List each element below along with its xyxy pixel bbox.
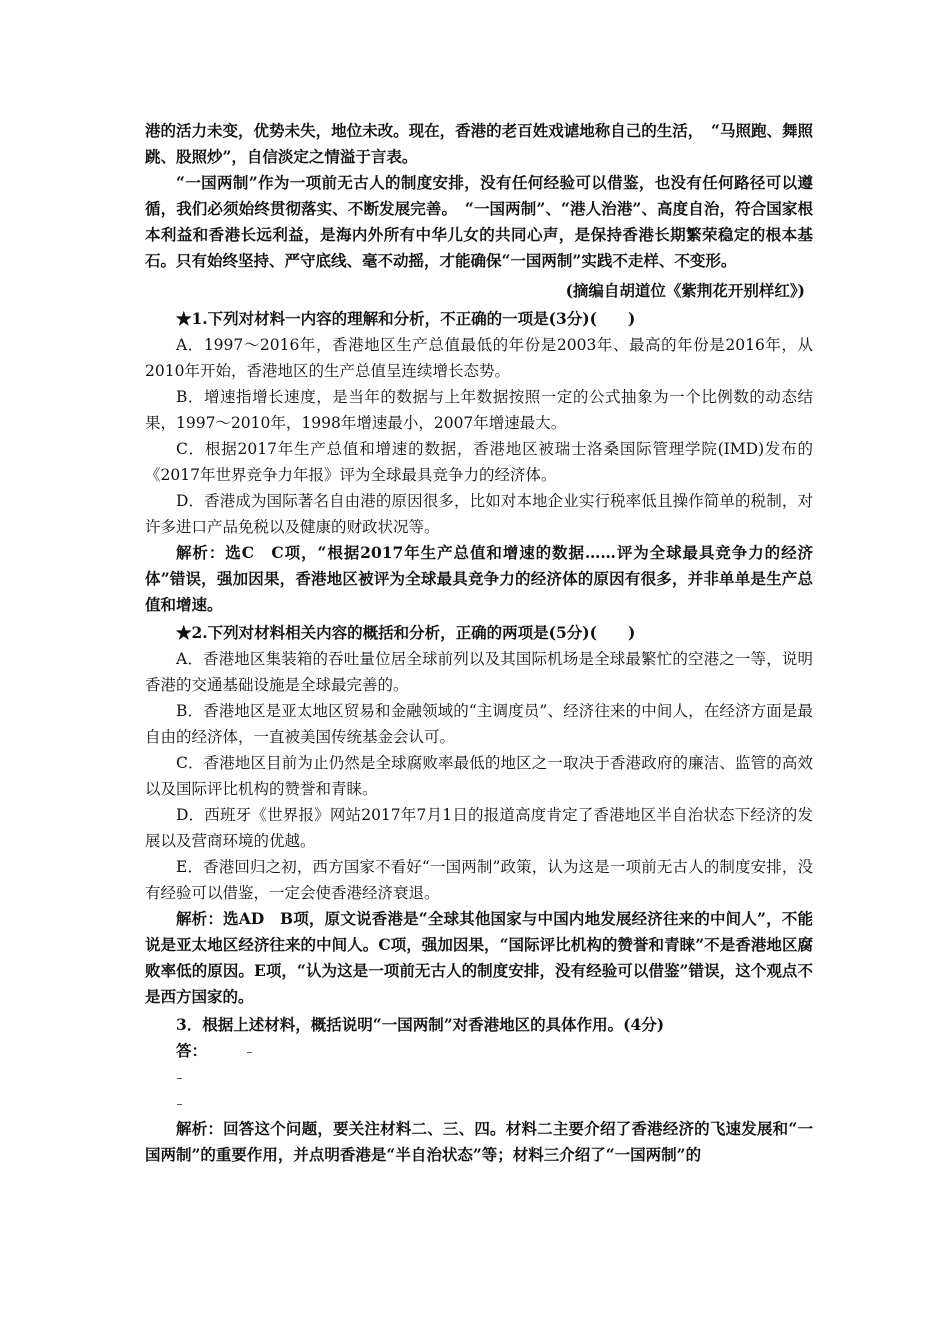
- question-2-option-d: D．西班牙《世界报》网站2017年7月1日的报道高度肯定了香港地区半自治状态下经济的发展以及营商环境的优越。: [145, 806, 813, 850]
- analysis-text: 选C C项，“根据2017年生产总值和增速的数据……评为全球最具竞争力的经济体”错误，强加因果，香港地区被评为全球最具竞争力的经济体的原因有很多，并非单单是生产总值和增速。: [145, 543, 813, 614]
- answer-blank-mark: [177, 1078, 182, 1079]
- question-1-option-a: A．1997～2016年，香港地区生产总值最低的年份是2003年、最高的年份是2016年，从2010年开始，香港地区的生产总值呈连续增长态势。: [145, 336, 813, 380]
- analysis-text: 选AD B项，原文说香港是“全球其他国家与中国内地发展经济往来的中间人”，不能说是亚太地区经济往来的中间人。C项，强加因果，“国际评比机构的赞誉和青睐”不是香港地区腐败率低的原因。E项，“认为这是一项前无古人的制度安排，没有经验可以借鉴”错误，这个观点不是西方国家的。: [145, 909, 813, 1006]
- answer-blank-mark: [177, 1104, 182, 1105]
- answer-blank: [247, 1052, 252, 1053]
- material-paragraph-2: “一国两制”作为一项前无古人的制度安排，没有任何经验可以借鉴，也没有任何路径可以遵循，我们必须始终贯彻落实、不断发展完善。 “一国两制”、“港人治港”、高度自治，符合国家根本利益和香港长远利益，是海内外所有中华儿女的共同心声，是保持香港长期繁荣稳定的根本基石。只有始终坚持、严守底线、毫不动摇，才能确保“一国两制”实践不走样、不变形。: [145, 173, 813, 270]
- question-2-option-a: A．香港地区集装箱的吞吐量位居全球前列以及其国际机场是全球最繁忙的空港之一等，说明香港的交通基础设施是全球最完善的。: [145, 650, 813, 694]
- analysis-label: 解析：: [176, 1119, 224, 1138]
- question-2-option-e: E．香港回归之初，西方国家不看好“一国两制”政策，认为这是一项前无古人的制度安排，没有经验可以借鉴，一定会使香港经济衰退。: [145, 858, 813, 902]
- answer-blank-line: [145, 1090, 813, 1116]
- document-page: [145, 118, 813, 1168]
- question-1-analysis: [145, 540, 813, 618]
- question-2-stem: ★2.下列对材料相关内容的概括和分析，正确的两项是(5分)( ): [176, 623, 636, 642]
- question-3-answer-line: [145, 1038, 813, 1064]
- question-1-option-d: D．香港成为国际著名自由港的原因很多，比如对本地企业实行税率低且操作简单的税制，对许多进口产品免税以及健康的财政状况等。: [145, 492, 813, 536]
- question-1-stem: ★1.下列对材料一内容的理解和分析，不正确的一项是(3分)( ): [176, 309, 636, 328]
- analysis-label: 解析：: [176, 543, 226, 562]
- answer-blank-line: [145, 1064, 813, 1090]
- question-2-analysis: [145, 906, 813, 1010]
- question-1-option-c: C．根据2017年生产总值和增速的数据，香港地区被瑞士洛桑国际管理学院(IMD)发布的《2017年世界竞争力年报》评为全球最具竞争力的经济体。: [145, 440, 813, 484]
- analysis-text: 回答这个问题，要关注材料二、三、四。材料二主要介绍了香港经济的飞速发展和“一国两制”的重要作用，并点明香港是“半自治状态”等；材料三介绍了“一国两制”的: [145, 1119, 813, 1164]
- question-2-option-b: B．香港地区是亚太地区贸易和金融领域的“主调度员”、经济往来的中间人，在经济方面是最自由的经济体，一直被美国传统基金会认可。: [145, 702, 813, 746]
- material-paragraph-1: 港的活力未变，优势未失，地位未改。现在，香港的老百姓戏谑地称自己的生活， “马照跑、舞照跳、股照炒”，自信淡定之情溢于言表。: [145, 121, 813, 166]
- analysis-label: 解析：: [176, 909, 224, 928]
- material-source: (摘编自胡道位《紫荆花开别样红》): [565, 281, 805, 300]
- question-3-analysis: [145, 1116, 813, 1168]
- question-1-option-b: B．增速指增长速度，是当年的数据与上年数据按照一定的公式抽象为一个比例数的动态结果，1997～2010年，1998年增速最小，2007年增速最大。: [145, 388, 813, 432]
- answer-label: 答：: [176, 1041, 208, 1060]
- question-3-stem: 3．根据上述材料，概括说明“一国两制”对香港地区的具体作用。(4分): [176, 1015, 665, 1034]
- question-2-option-c: C．香港地区目前为止仍然是全球腐败率最低的地区之一取决于香港政府的廉洁、监管的高效以及国际评比机构的赞誉和青睐。: [145, 754, 813, 798]
